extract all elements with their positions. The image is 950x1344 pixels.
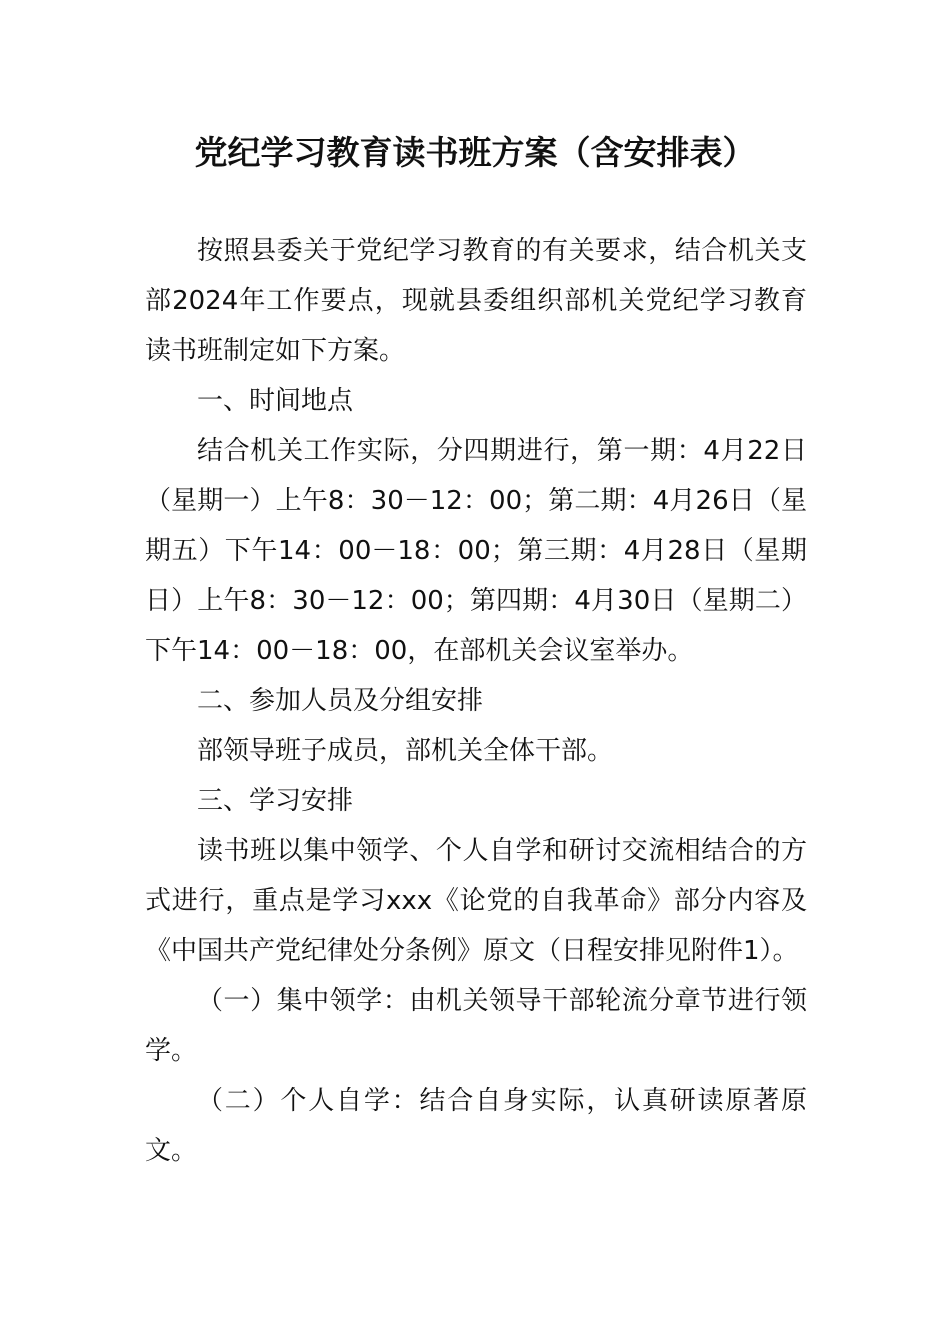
study-method-paragraph: 读书班以集中领学、个人自学和研讨交流相结合的方式进行，重点是学习xxx《论党的自我革命》部分内容及《中国共产党纪律处分条例》原文（日程安排见附件1）。 (145, 836, 807, 966)
section-heading-time-location: 一、时间地点 (197, 386, 354, 416)
participants-paragraph: 部领导班子成员，部机关全体干部。 (197, 736, 614, 766)
schedule-paragraph: 结合机关工作实际，分四期进行，第一期：4月22日（星期一）上午8：30－12：00；第二期：4月26日（星期五）下午14：00－18：00；第三期：4月28日（星期日）上午8：30－12：00；第四期：4月30日（星期二）下午14：00－18：00，在部机关会议室举办。 (145, 436, 807, 666)
self-study-paragraph: （二）个人自学：结合自身实际，认真研读原著原文。 (145, 1086, 807, 1166)
section-heading-study-arrangement: 三、学习安排 (197, 786, 354, 816)
document-body (145, 226, 807, 1176)
section-heading-participants: 二、参加人员及分组安排 (197, 686, 484, 716)
document-title: 党纪学习教育读书班方案（含安排表） (194, 133, 756, 172)
group-study-paragraph: （一）集中领学：由机关领导干部轮流分章节进行领学。 (145, 986, 807, 1066)
intro-paragraph: 按照县委关于党纪学习教育的有关要求，结合机关支部2024年工作要点，现就县委组织部机关党纪学习教育读书班制定如下方案。 (145, 236, 807, 366)
